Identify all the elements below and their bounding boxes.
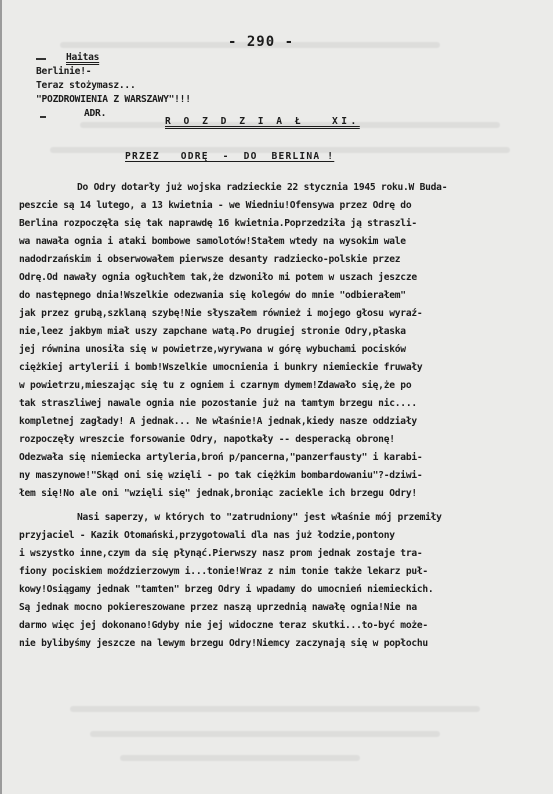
- body-line: w powietrzu,mieszając się tu z ogniem i czarnym dymem!Zdawało się,że po: [19, 380, 412, 391]
- body-line: wa nawała ognia i ataki bombowe samolotów!Stałem wtedy na wysokim wale: [19, 236, 406, 247]
- header-line-3: Teraz stożymasz...: [36, 80, 136, 91]
- body-line: jej równina unosiła się w powietrze,wyrywana w górę wybuchami pocisków: [19, 344, 406, 355]
- body-line: Odezwała się niemiecka artyleria,broń p/pancerna,"panzerfausty" i karabi-: [19, 452, 423, 463]
- body-line: ny maszynowe!"Skąd oni się wzięli - po tak ciężkim bombardowaniu"?-dziwi-: [19, 470, 423, 481]
- body-line: nie bylibyśmy jeszcze na lewym brzegu Odry!Niemcy zaczynają się w popłochu: [19, 638, 428, 649]
- body-line: i wszystko inne,czym da się płynąć.Pierwszy nasz prom jednak zostaje tra-: [19, 548, 423, 559]
- body-line: nie,leez jakbym miał uszy zapchane watą.Po drugiej stronie Odry,płaska: [19, 326, 406, 337]
- body-line: Są jednak mocno pokiereszowane przez naszą uprzednią nawałę ognia!Nie na: [19, 602, 417, 613]
- body-line: kowy!Osiągamy jednak "tamten" brzeg Odry i wpadamy do umocnień niemieckich.: [19, 584, 434, 595]
- body-line: darmo więc jej dokonano!Gdyby nie jej widoczne teraz skutki...to-być może-: [19, 620, 428, 631]
- body-line: peszcie są 14 lutego, a 13 kwietnia - we Wiedniu!Ofensywa przez Odrę do: [19, 200, 412, 211]
- body-line: do następnego dnia!Wszelkie odezwania się kolegów do mnie "odbierałem": [19, 290, 406, 301]
- body-line: Berlina rozpoczęła się tak naprawdę 16 kwietnia.Poprzedziła ją straszli-: [19, 218, 417, 229]
- header-line-1: Haitas: [66, 52, 100, 63]
- body-line: nadodrzańskim i obserwowałem pierwsze desanty radziecko-polskie przez: [19, 254, 401, 265]
- page-number: - 290 -: [228, 34, 295, 50]
- body-line: ciężkiej artylerii i bomb!Wszelkie umocnienia i bunkry niemieckie fruwały: [19, 362, 423, 373]
- body-line: tak straszliwej nawale ognia nie pozostanie już na tamtym brzegu nic....: [19, 398, 417, 409]
- body-line: fiony pociskiem moździerzowym i...tonie!Wraz z nim tonie także lekarz puł-: [19, 566, 428, 577]
- header-line-5: ADR.: [84, 108, 107, 119]
- chapter-subtitle: PRZEZ ODRĘ - DO BERLINA !: [125, 151, 335, 162]
- body-line: przyjaciel - Kazik Otomański,przygotowali dla nas już łodzie,pontony: [19, 530, 395, 541]
- margin-mark: [36, 58, 46, 60]
- body-line: łem się!No ale oni "wzięli się" jednak,broniąc zaciekle ich brzegu Odry!: [19, 488, 417, 499]
- chapter-heading: R O Z D Z I A Ł XI.: [165, 116, 360, 127]
- header-line-2: Berlinie!-: [36, 66, 92, 77]
- body-line: rozpoczęły wreszcie forsowanie Odry, napotkały -- desperacką obronę!: [19, 434, 395, 445]
- body-line: kompletnej zagłady! A jednak... Ne właśnie!A jednak,kiedy nasze oddziały: [19, 416, 417, 427]
- margin-mark: [40, 116, 46, 118]
- body-line: jak przez grubą,szklaną szybę!Nie słyszałem również i mojego głosu wyraź-: [19, 308, 423, 319]
- body-line: Odrę.Od nawały ognia ogłuchłem tak,że dzwoniło mi potem w uszach jeszcze: [19, 272, 417, 283]
- body-line: Do Odry dotarły już wojska radzieckie 22 stycznia 1945 roku.W Buda-: [77, 182, 448, 193]
- header-line-4: "POZDROWIENIA Z WARSZAWY"!!!: [36, 94, 191, 105]
- body-line: Nasi saperzy, w których to "zatrudniony" jest właśnie mój przemiły: [77, 512, 442, 523]
